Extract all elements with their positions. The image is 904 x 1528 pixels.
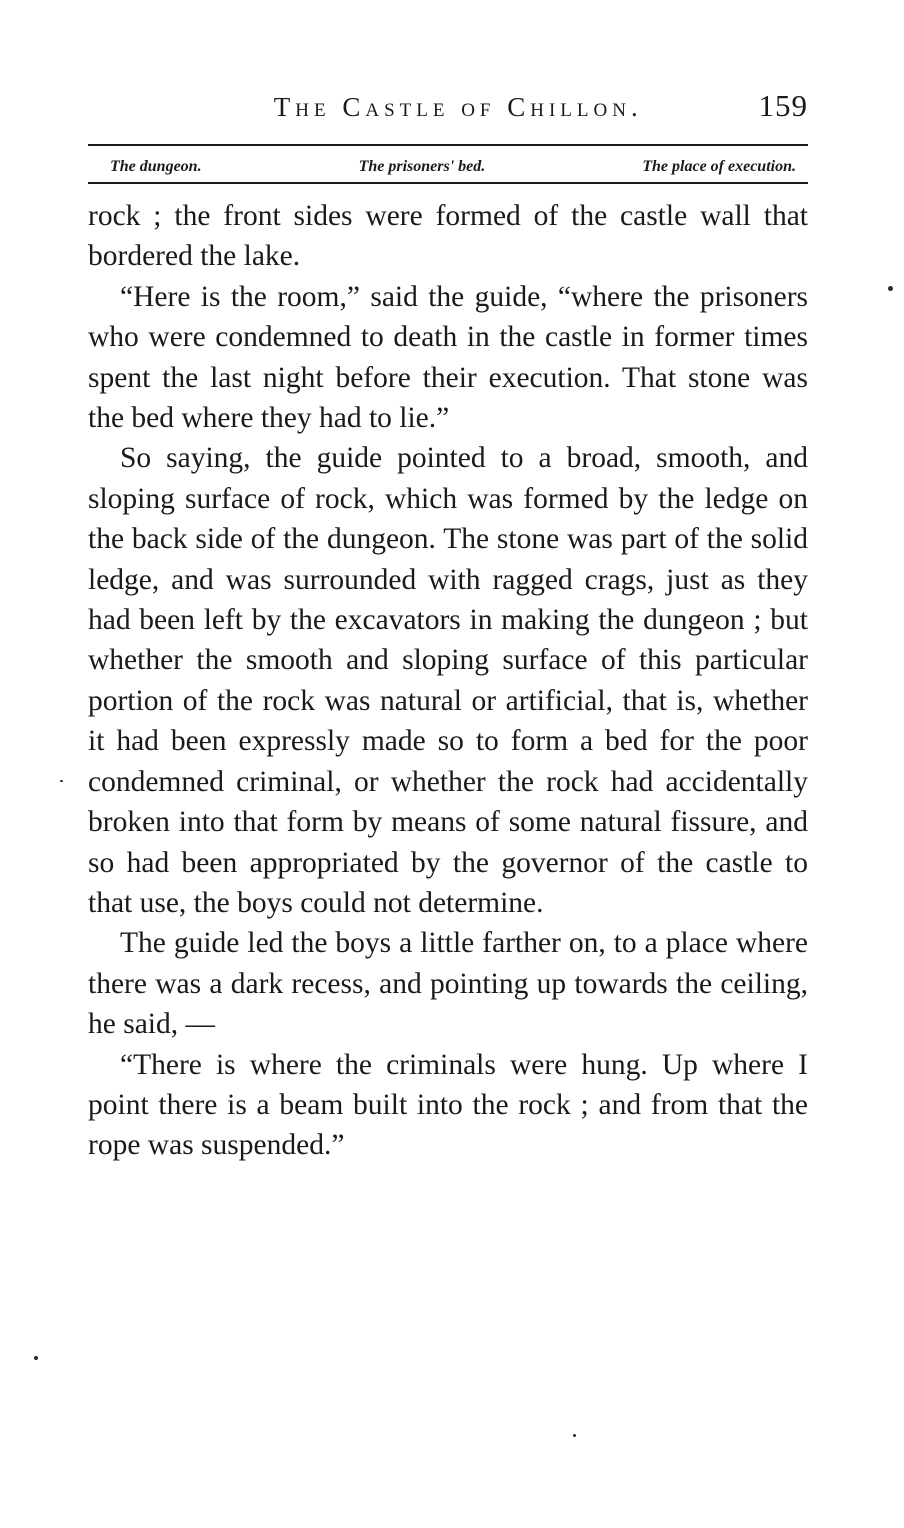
body-text <box>88 196 808 1166</box>
paragraph-guide-room: “Here is the room,” said the guide, “where the prisoners who were condemned to death in the castle in former times spent the last night before their execution. That stone was the bed where they had to lie.” <box>88 280 808 435</box>
book-page <box>88 88 808 1166</box>
running-title: The Castle of Chillon. <box>273 92 643 122</box>
paragraph-dark-recess: The guide led the boys a little farther on, to a place where there was a dark recess, and pointing up towards the ceiling, he said, — <box>88 927 808 1041</box>
scan-speck <box>60 780 63 782</box>
page-number: 159 <box>758 88 808 123</box>
topic-line <box>88 146 808 182</box>
topic-prisoners-bed: The prisoners' bed. <box>358 158 486 175</box>
scan-speck <box>573 1434 576 1437</box>
scan-speck <box>34 1356 38 1360</box>
topic-place-of-execution: The place of execution. <box>642 158 796 175</box>
paragraph-execution-beam: “There is where the criminals were hung. Up where I point there is a beam built into the rock ; and from that the rope was suspended.” <box>88 1048 808 1162</box>
header-rule-bottom <box>88 182 808 184</box>
scan-speck <box>888 286 893 291</box>
paragraph-continuation: rock ; the front sides were formed of the castle wall that bordered the lake. <box>88 200 808 273</box>
running-head <box>88 88 808 130</box>
topic-dungeon: The dungeon. <box>110 158 202 175</box>
paragraph-stone-bed: So saying, the guide pointed to a broad, smooth, and sloping surface of rock, which was formed by the ledge on the back side of the dungeon. The stone was part of the solid ledge, and was surrounded with ragged crags, just as they had been left by the excavators in making the dungeon ; but whether the smooth and sloping surface of this particular portion of the rock was natural or artificial, that is, whether it had been expressly made so to form a bed for the poor condemned criminal, or whether the rock had accidentally broken into that form by means of some natural fissure, and so had been appropriated by the governor of the castle to that use, the boys could not determine. <box>88 442 808 919</box>
